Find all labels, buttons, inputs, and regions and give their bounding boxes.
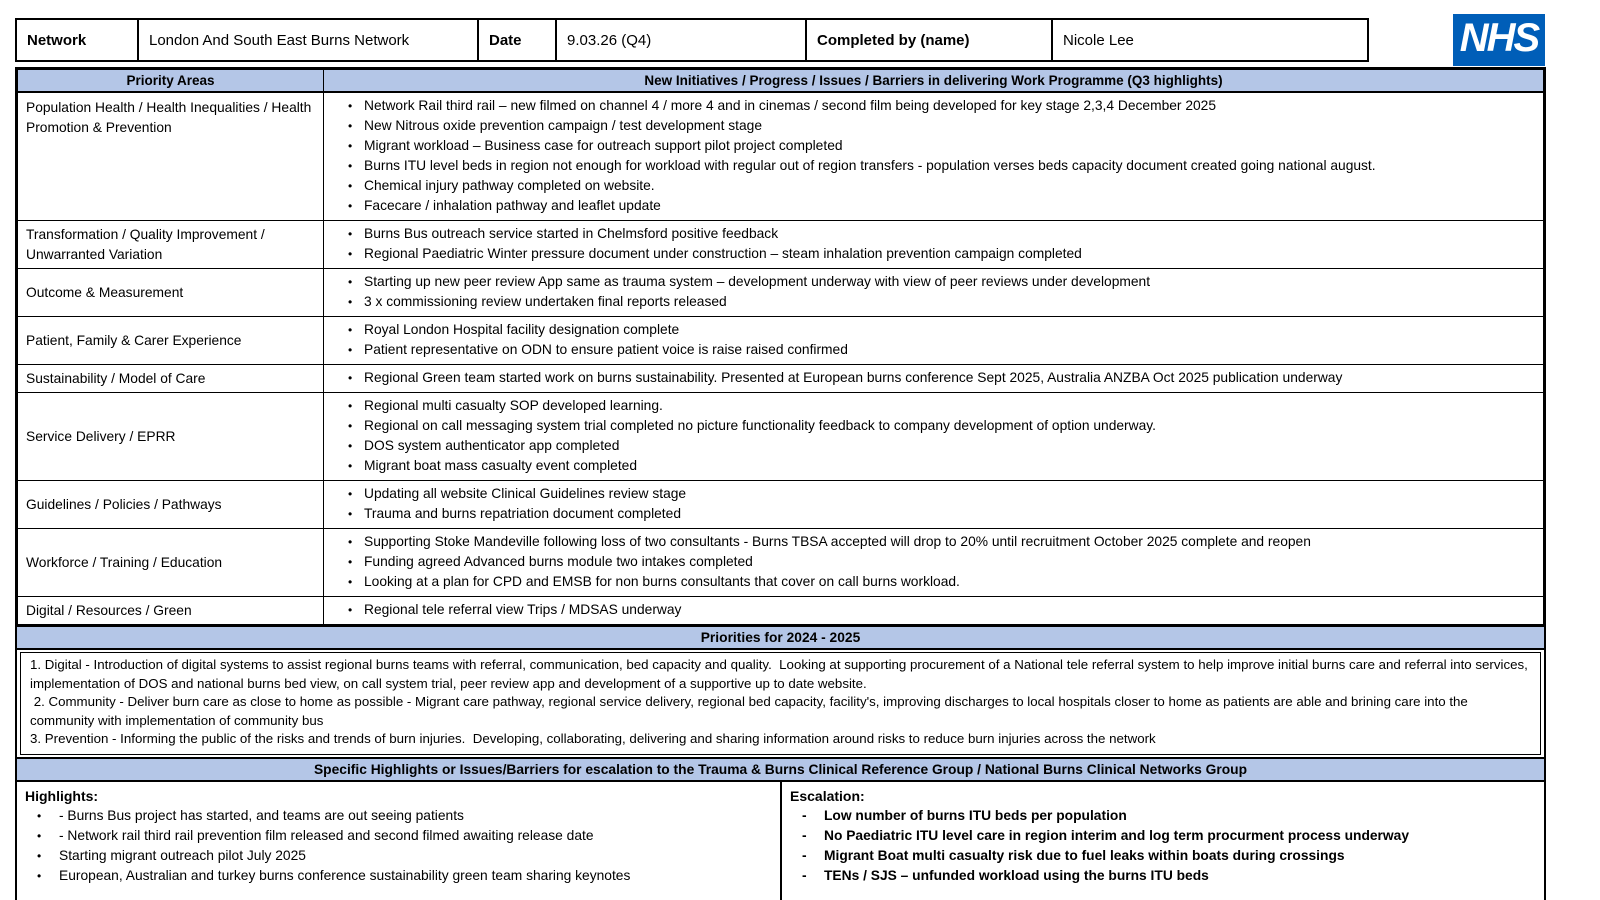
bullet-item: • Regional Green team started work on burns sustainability. Presented at European burns conference Sept 2025, Australia ANZBA Oct 2025 publication underway	[346, 368, 1537, 388]
bullet-item: • Regional on call messaging system trial completed no picture functionality feedback to company development of option underway.	[346, 416, 1537, 436]
nhs-logo-text: NHS	[1459, 16, 1539, 60]
header-row	[16, 19, 1368, 61]
network-value: London And South East Burns Network	[138, 19, 478, 61]
priority-areas-header: Priority Areas	[18, 70, 324, 93]
bullet-item: • Regional multi casualty SOP developed learning.	[346, 396, 1537, 416]
bullet-item: • 3 x commissioning review undertaken final reports released	[346, 292, 1537, 312]
bullet-item: • Migrant workload – Business case for outreach support pilot project completed	[346, 136, 1537, 156]
escalation-list	[790, 806, 1536, 886]
highlight-item: • - Burns Bus project has started, and teams are out seeing patients	[31, 806, 772, 826]
bullet-item: • Supporting Stoke Mandeville following loss of two consultants - Burns TBSA accepted will drop to 20% until recruitment October 2025 complete and reopen	[346, 532, 1537, 552]
escalation-band: Specific Highlights or Issues/Barriers for escalation to the Trauma & Burns Clinical Reference Group / National Burns Clinical Networks Group	[17, 757, 1544, 782]
initiatives-cell	[324, 597, 1544, 625]
bullet-item: • Starting up new peer review App same as trauma system – development underway with view of peer reviews under development	[346, 272, 1537, 292]
bullet-item: • Looking at a plan for CPD and EMSB for non burns consultants that cover on call burns workload.	[346, 572, 1537, 592]
bullet-item: • Network Rail third rail – new filmed on channel 4 / more 4 and in cinemas / second film being developed for key stage 2,3,4 December 2025	[346, 96, 1537, 116]
escalation-item: - No Paediatric ITU level care in region interim and log term procurment process underway	[796, 826, 1536, 846]
bullet-item: • Funding agreed Advanced burns module two intakes completed	[346, 552, 1537, 572]
bullet-item: • Facecare / inhalation pathway and leaflet update	[346, 196, 1537, 216]
table-row	[18, 529, 1544, 597]
initiatives-cell	[324, 529, 1544, 597]
table-row	[18, 92, 1544, 221]
escalation-item: - Low number of burns ITU beds per population	[796, 806, 1536, 826]
priority-table	[17, 69, 1544, 625]
priority-area-cell: Sustainability / Model of Care	[18, 365, 324, 393]
escalation-item: - Migrant Boat multi casualty risk due to fuel leaks within boats during crossings	[796, 846, 1536, 866]
priority-area-cell: Population Health / Health Inequalities / Health Promotion & Prevention	[18, 92, 324, 221]
priority-area-cell: Service Delivery / EPRR	[18, 393, 324, 481]
priority-area-cell: Patient, Family & Carer Experience	[18, 317, 324, 365]
priority-area-cell: Workforce / Training / Education	[18, 529, 324, 597]
escalation-column	[782, 782, 1544, 900]
network-label: Network	[16, 19, 138, 61]
bottom-section	[17, 782, 1544, 900]
bullet-item: • New Nitrous oxide prevention campaign / test development stage	[346, 116, 1537, 136]
priority-area-cell: Guidelines / Policies / Pathways	[18, 481, 324, 529]
initiatives-cell	[324, 221, 1544, 269]
date-value: 9.03.26 (Q4)	[556, 19, 806, 61]
highlights-list	[25, 806, 772, 886]
bullet-item: • Patient representative on ODN to ensure patient voice is raise raised confirmed	[346, 340, 1537, 360]
bullet-item: • Chemical injury pathway completed on website.	[346, 176, 1537, 196]
bullet-item: • DOS system authenticator app completed	[346, 436, 1537, 456]
bullet-item: • Burns ITU level beds in region not enough for workload with regular out of region transfers - population verses beds capacity document created going national august.	[346, 156, 1537, 176]
completed-by-label: Completed by (name)	[806, 19, 1052, 61]
highlight-item: • - Network rail third rail prevention film released and second filmed awaiting release date	[31, 826, 772, 846]
table-row	[18, 269, 1544, 317]
highlights-label: Highlights:	[25, 788, 99, 805]
initiatives-cell	[324, 481, 1544, 529]
bullet-item: • Regional Paediatric Winter pressure document under construction – steam inhalation prevention campaign completed	[346, 244, 1537, 264]
nhs-logo	[1453, 14, 1545, 66]
escalation-item: - TENs / SJS – unfunded workload using the burns ITU beds	[796, 866, 1536, 886]
bullet-item: • Migrant boat mass casualty event completed	[346, 456, 1537, 476]
initiatives-cell	[324, 393, 1544, 481]
highlight-item: • European, Australian and turkey burns conference sustainability green team sharing keynotes	[31, 866, 772, 886]
priority-paragraph: 3. Prevention - Informing the public of the risks and trends of burn injuries. Developing, collaborating, delivering and sharing information around risks to reduce burn injuries across the network	[30, 731, 1156, 747]
priority-paragraph: 2. Community - Deliver burn care as close to home as possible - Migrant care pathway, regional service delivery, regional bed capacity, facility's, improving discharges to local hospitals closer to home as patients are able and brining care into the community with implementation of community bus	[30, 694, 1472, 728]
highlight-item: • Starting migrant outreach pilot July 2025	[31, 846, 772, 866]
date-label: Date	[478, 19, 556, 61]
completed-by-value: Nicole Lee	[1052, 19, 1368, 61]
table-row	[18, 221, 1544, 269]
priority-area-cell: Outcome & Measurement	[18, 269, 324, 317]
priorities-text	[20, 652, 1541, 755]
work-programme-header: New Initiatives / Progress / Issues / Barriers in delivering Work Programme (Q3 highlights)	[324, 70, 1544, 93]
bullet-item: • Royal London Hospital facility designation complete	[346, 320, 1537, 340]
escalation-label: Escalation:	[790, 788, 865, 805]
initiatives-cell	[324, 365, 1544, 393]
initiatives-cell	[324, 317, 1544, 365]
bullet-item: • Updating all website Clinical Guidelines review stage	[346, 484, 1537, 504]
table-row	[18, 481, 1544, 529]
table-row	[18, 597, 1544, 625]
priority-paragraph: 1. Digital - Introduction of digital systems to assist regional burns teams with referral, communication, bed capacity and quality. Looking at supporting procurement of a National tele referral system to help improve initial burns care and referral into services, implementation of DOS and national burns bed view, on call system trial, peer review app and development of a supportive up to date website.	[30, 657, 1532, 691]
priorities-band: Priorities for 2024 - 2025	[17, 625, 1544, 650]
priority-area-cell: Transformation / Quality Improvement / Unwarranted Variation	[18, 221, 324, 269]
table-row	[18, 365, 1544, 393]
highlights-column	[17, 782, 782, 900]
table-row	[18, 317, 1544, 365]
bullet-item: • Burns Bus outreach service started in Chelmsford positive feedback	[346, 224, 1537, 244]
main-report-block	[15, 67, 1546, 900]
priority-table-header-row	[18, 70, 1544, 93]
priority-table-body	[18, 92, 1544, 625]
header-table	[15, 18, 1369, 62]
initiatives-cell	[324, 269, 1544, 317]
initiatives-cell	[324, 92, 1544, 221]
table-row	[18, 393, 1544, 481]
bullet-item: • Trauma and burns repatriation document completed	[346, 504, 1537, 524]
bullet-item: • Regional tele referral view Trips / MDSAS underway	[346, 600, 1537, 620]
priority-area-cell: Digital / Resources / Green	[18, 597, 324, 625]
